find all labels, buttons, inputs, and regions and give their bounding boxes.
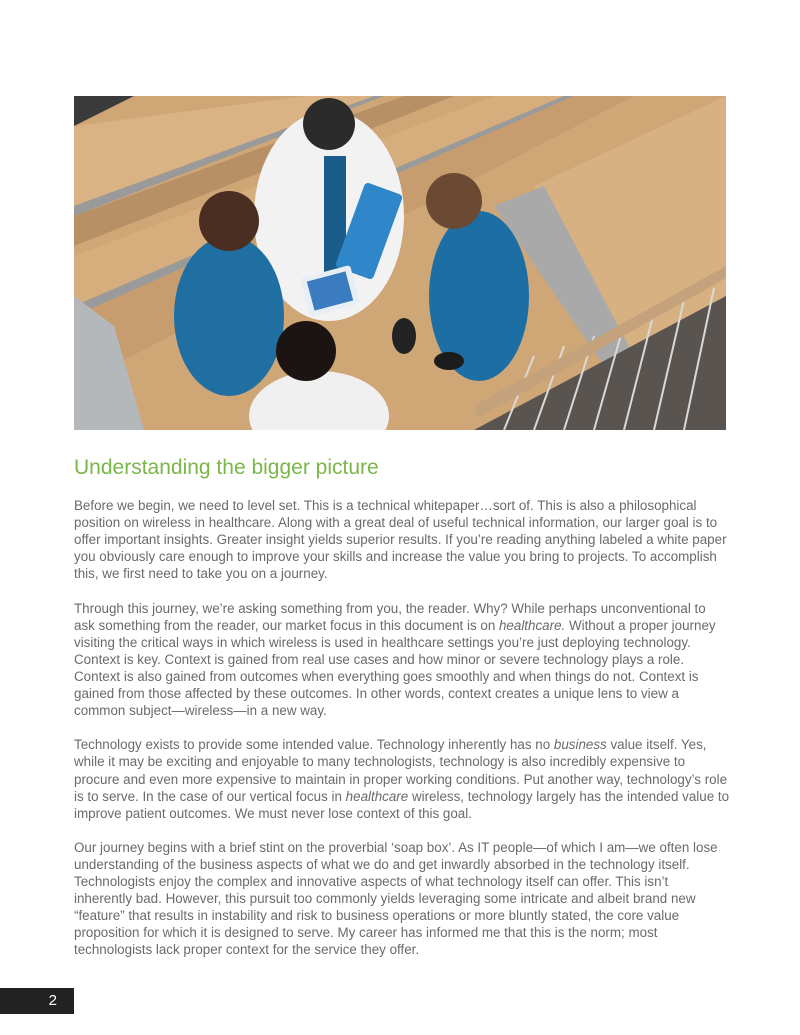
- page-number-box: [0, 988, 74, 1014]
- body-text: [74, 497, 730, 976]
- paragraph-text: value itself. Yes, while it may be exciting and enjoyable to many technologists, technology is also incredibly expensive to procure and even more expensive to maintain in proper working conditions. Put another way, technology’s role is to serve. In the case of our vertical focus in: [74, 737, 728, 804]
- paragraph-text: Technology exists to provide some intended value. Technology inherently has no: [74, 737, 554, 753]
- section-heading: Understanding the bigger picture: [74, 456, 379, 479]
- emphasis-text: healthcare: [345, 788, 409, 804]
- emphasis-text: healthcare.: [498, 617, 566, 633]
- paragraph-3: [74, 736, 730, 821]
- paragraph-text: Without a proper journey visiting the critical ways in which wireless is used in healthcare settings you’re just deploying technology. Context is key. Context is gained from real use cases and how minor or severe technology plays a role. Context is also gained from outcomes when everything goes smoothly and when things do not. Context is gained from those affected by these outcomes. In other words, context creates a unique lens to view a common subject—wireless—in a new way.: [74, 617, 716, 719]
- paragraph-text: Before we begin, we need to level set. This is a technical whitepaper…sort of. This is also a philosophical position on wireless in healthcare. Along with a great deal of useful technical information, our larger goal is to offer important insights. Greater insight yields superior results. If you’re reading anything labeled a white paper you obviously care enough to improve your skills and increase the value you bring to projects. To accomplish this, we first need to take you on a journey.: [74, 498, 727, 582]
- emphasis-text: business: [553, 737, 607, 753]
- paragraph-1: [74, 497, 730, 582]
- paragraph-4: [74, 839, 730, 959]
- photo-doctors-icon: [74, 96, 726, 430]
- page-number: 2: [48, 992, 57, 1009]
- paragraph-text: wireless, technology largely has the intended value to improve patient outcomes. We must never lose context of this goal.: [74, 788, 730, 821]
- paragraph-text: Our journey begins with a brief stint on the proverbial ‘soap box’. As IT people—of which I am—we often lose understanding of the business aspects of what we do and get inwardly absorbed in the technology itself. Technologists enjoy the complex and innovative aspects of what technology itself can offer. This isn’t inherently bad. However, this pursuit too commonly yields leveraging some intricate and albeit brand new “feature” that results in instability and risk to business operations or more bluntly stated, the core value proposition for which it is designed to serve. My career has informed me that this is the norm; most technologists lack proper context for the service they offer.: [74, 839, 718, 958]
- hero-photo: [74, 96, 726, 430]
- paragraph-2: [74, 600, 730, 720]
- paragraph-text: Through this journey, we’re asking something from you, the reader. Why? While perhaps unconventional to ask something from the reader, our market focus in this document is on: [74, 600, 706, 633]
